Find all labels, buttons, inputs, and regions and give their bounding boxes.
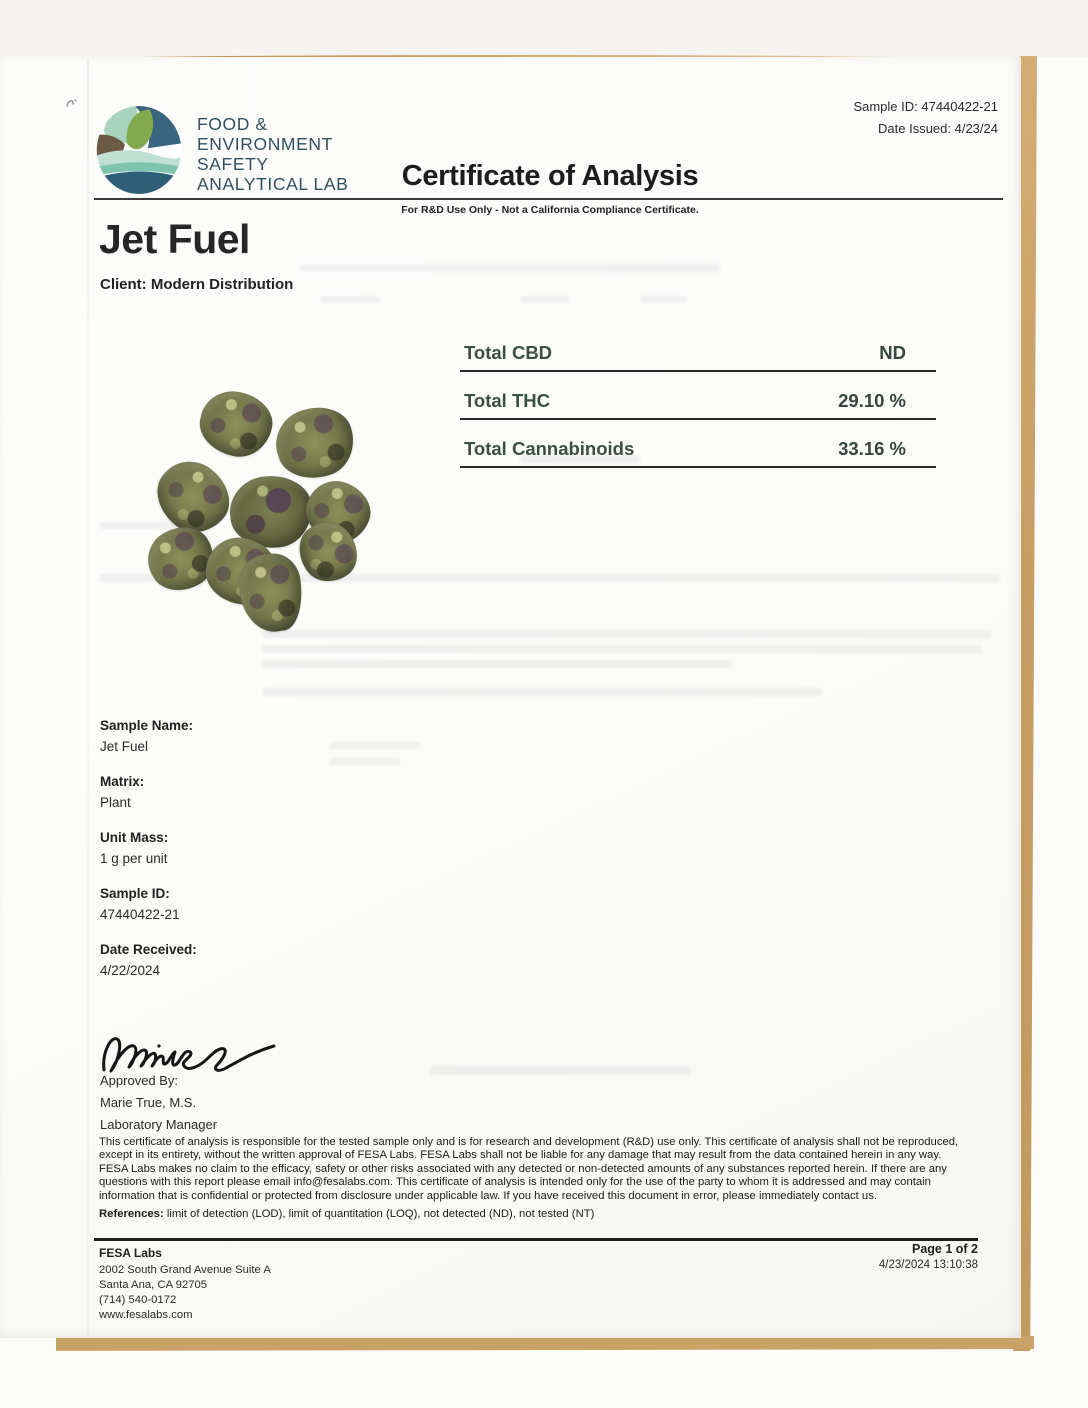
print-timestamp: 4/23/2024 13:10:38 bbox=[878, 1259, 978, 1271]
paper-crease bbox=[87, 60, 89, 1338]
certificate-subtitle: For R&D Use Only - Not a California Compliance Certificate. bbox=[401, 204, 699, 216]
signature-script bbox=[96, 1024, 286, 1080]
sample-id-label: Sample ID: bbox=[100, 886, 170, 901]
unit-mass-label: Unit Mass: bbox=[100, 830, 169, 845]
list-item bbox=[100, 884, 197, 924]
matrix-value: Plant bbox=[100, 795, 131, 810]
totals-table bbox=[460, 324, 936, 468]
list-item bbox=[100, 716, 197, 756]
bleed-through-artifact bbox=[320, 296, 380, 303]
table-row bbox=[460, 324, 936, 372]
bleed-through-artifact bbox=[262, 660, 732, 668]
logo-line-2: ENVIRONMENT bbox=[197, 134, 333, 154]
sample-title: Jet Fuel bbox=[99, 216, 250, 262]
references-text: limit of detection (LOD), limit of quantitation (LOQ), not detected (ND), not tested (NT) bbox=[163, 1208, 595, 1220]
sample-photo bbox=[148, 386, 376, 618]
footer-address bbox=[99, 1263, 271, 1323]
scan-artifact bbox=[64, 96, 80, 110]
lab-logo bbox=[95, 104, 348, 196]
sample-id-line: Sample ID: 47440422-21 bbox=[853, 99, 998, 114]
unit-mass-value: 1 g per unit bbox=[100, 851, 168, 866]
logo-line-1: FOOD & bbox=[197, 114, 268, 134]
bleed-through-artifact bbox=[262, 645, 982, 653]
date-received-value: 4/22/2024 bbox=[100, 963, 161, 978]
bleed-through-artifact bbox=[330, 742, 420, 749]
references-line bbox=[99, 1208, 973, 1220]
cannabis-bud bbox=[194, 385, 278, 463]
client-line: Client: Modern Distribution bbox=[100, 276, 294, 293]
page-number: Page 1 of 2 bbox=[912, 1242, 978, 1256]
bleed-through-artifact bbox=[262, 630, 992, 638]
footer-phone: (714) 540-0172 bbox=[99, 1294, 177, 1306]
total-thc-label: Total THC bbox=[464, 390, 550, 411]
sample-id-value: 47440422-21 bbox=[100, 907, 180, 922]
total-cannabinoids-label: Total Cannabinoids bbox=[464, 438, 635, 459]
date-issued-line: Date Issued: 4/23/24 bbox=[878, 121, 998, 136]
lab-logo-icon bbox=[95, 104, 183, 196]
list-item bbox=[100, 940, 197, 980]
total-cannabinoids-value: 33.16 % bbox=[838, 438, 906, 459]
date-received-label: Date Received: bbox=[100, 942, 197, 957]
footer-website: www.fesalabs.com bbox=[99, 1309, 193, 1321]
footer-lab-name: FESA Labs bbox=[99, 1246, 162, 1260]
header-divider bbox=[94, 198, 1003, 200]
matrix-label: Matrix: bbox=[100, 774, 145, 789]
approved-by-label: Approved By: bbox=[100, 1073, 179, 1088]
approver-name: Marie True, M.S. bbox=[100, 1095, 197, 1110]
certificate-title: Certificate of Analysis bbox=[401, 160, 699, 192]
total-cbd-label: Total CBD bbox=[464, 342, 553, 363]
bleed-through-artifact bbox=[330, 758, 400, 765]
footer-address-line-2: Santa Ana, CA 92705 bbox=[99, 1279, 208, 1291]
logo-line-3: SAFETY bbox=[197, 154, 269, 174]
table-row bbox=[460, 420, 936, 468]
sample-name-value: Jet Fuel bbox=[100, 739, 149, 754]
cannabis-bud bbox=[267, 398, 363, 489]
background-sheet bbox=[0, 0, 1088, 57]
table-row bbox=[460, 372, 936, 420]
lab-logo-wordmark bbox=[197, 114, 348, 194]
bleed-through-artifact bbox=[300, 264, 720, 272]
sample-info bbox=[100, 716, 197, 996]
list-item bbox=[100, 828, 197, 868]
bleed-through-artifact bbox=[640, 296, 686, 303]
bleed-through-artifact bbox=[520, 296, 570, 303]
sample-name-label: Sample Name: bbox=[100, 718, 194, 733]
disclaimer-text: This certificate of analysis is responsible for the tested sample only and is for research and development (R&D) use only. This certificate of analysis shall not be reproduced, except in its entirety, without the written approval of FESA Labs. FESA Labs shall not be liable for any damage that may result from the data contained herein in any way. FESA Labs makes no claim to the efficacy, safety or other risks associated with any detected or non-detected amounts of any substances reported herein. If there are any questions with this report please email info@fesalabs.com. This certificate of analysis is intended only for the use of the party to whom it is addressed and may contain information that is confidential or protected from disclosure under applicable law. If you have received this document in error, please immediately contact us. bbox=[99, 1136, 959, 1202]
bleed-through-artifact bbox=[262, 688, 822, 696]
wood-table-edge-bottom bbox=[56, 1336, 1034, 1351]
bleed-through-artifact bbox=[430, 1066, 690, 1075]
list-item bbox=[100, 772, 197, 812]
document-meta bbox=[853, 96, 998, 140]
footer-divider bbox=[94, 1238, 978, 1241]
footer-address-line-1: 2002 South Grand Avenue Suite A bbox=[99, 1264, 271, 1276]
total-cbd-value: ND bbox=[879, 342, 906, 363]
total-thc-value: 29.10 % bbox=[838, 390, 906, 411]
references-label: References: bbox=[99, 1208, 164, 1220]
approver-title: Laboratory Manager bbox=[100, 1117, 218, 1132]
logo-line-4: ANALYTICAL LAB bbox=[197, 174, 349, 194]
